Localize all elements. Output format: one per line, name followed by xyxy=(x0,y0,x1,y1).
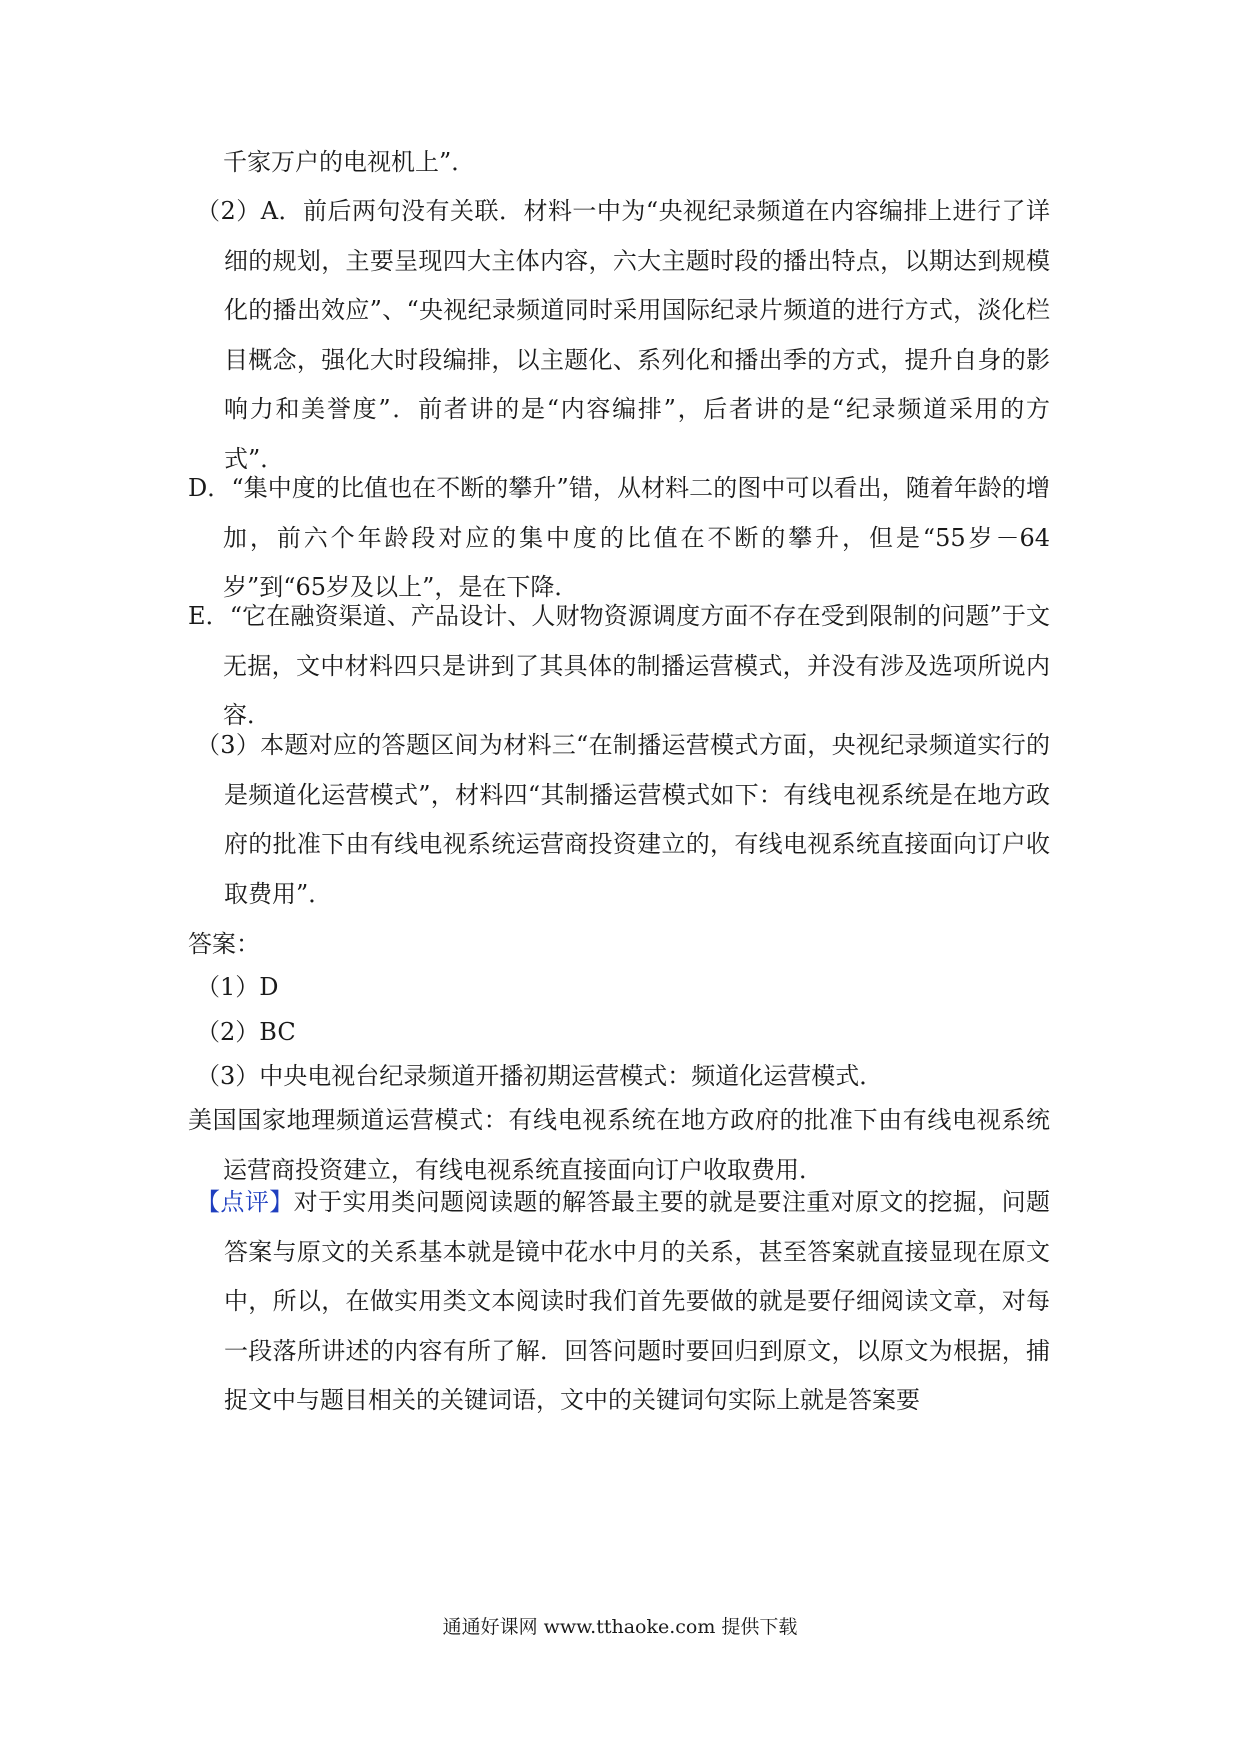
comment-paragraph xyxy=(196,1178,1050,1426)
paragraph-option-d: D．“集中度的比值也在不断的攀升”错，从材料二的图中可以看出，随着年龄的增加，前六个年龄段对应的集中度的比值在不断的攀升，但是“55岁－64岁”到“65岁及以上”，是在下降． xyxy=(188,474,1050,601)
answer-2: （2）BC xyxy=(196,1018,296,1046)
paragraph-option-e: E．“它在融资渠道、产品设计、人财物资源调度方面不存在受到限制的问题”于文无据，文中材料四只是讲到了其具体的制播运营模式，并没有涉及选项所说内容． xyxy=(188,602,1050,729)
answer-3: （3）中央电视台纪录频道开播初期运营模式：频道化运营模式． xyxy=(196,1062,884,1090)
answer-3-continued: 美国国家地理频道运营模式：有线电视系统在地方政府的批准下由有线电视系统运营商投资建立，有线电视系统直接面向订户收取费用． xyxy=(188,1106,1050,1184)
page-footer: 通通好课网 www.tthaoke.com 提供下载 xyxy=(442,1616,798,1638)
paragraph-answer-3: （3）本题对应的答题区间为材料三“在制播运营模式方面，央视纪录频道实行的是频道化运营模式”，材料四“其制播运营模式如下：有线电视系统是在地方政府的批准下由有线电视系统运营商投资建立的，有线电视系统直接面向订户收取费用”． xyxy=(196,731,1050,908)
answer-label: 答案： xyxy=(188,930,260,958)
answer-1: （1）D xyxy=(196,973,279,1001)
comment-tag: 【点评】 xyxy=(196,1188,294,1216)
paragraph-answer-2-option-a: （2）A．前后两句没有关联．材料一中为“央视纪录频道在内容编排上进行了详细的规划，主要呈现四大主体内容，六大主题时段的播出特点，以期达到规模化的播出效应”、“央视纪录频道同时采用国际纪录片频道的进行方式，淡化栏目概念，强化大时段编排，以主题化、系列化和播出季的方式，提升自身的影响力和美誉度”．前者讲的是“内容编排”，后者讲的是“纪录频道采用的方式”． xyxy=(196,197,1050,473)
paragraph-continuation: 千家万户的电视机上”． xyxy=(223,148,476,176)
comment-text: 对于实用类问题阅读题的解答最主要的就是要注重对原文的挖掘，问题答案与原文的关系基本就是镜中花水中月的关系，甚至答案就直接显现在原文中，所以，在做实用类文本阅读时我们首先要做的就是要仔细阅读文章，对每一段落所讲述的内容有所了解．回答问题时要回归到原文，以原文为根据，捕捉文中与题目相关的关键词语，文中的关键词句实际上就是答案要 xyxy=(224,1188,1051,1414)
